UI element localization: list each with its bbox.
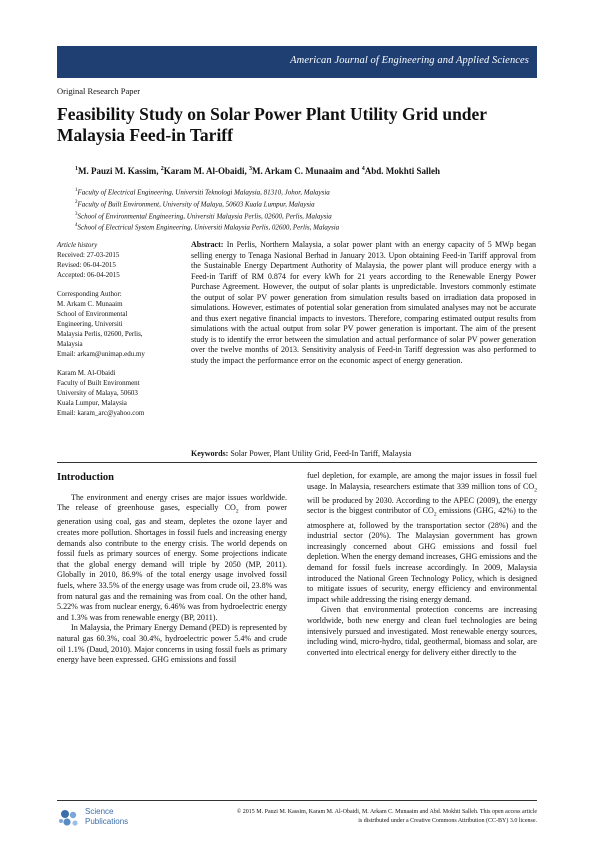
keywords bbox=[191, 449, 536, 460]
author-sup: 4 bbox=[361, 166, 365, 172]
affiliation bbox=[75, 198, 545, 210]
affiliation bbox=[75, 186, 545, 198]
journal-name: American Journal of Engineering and Applied Sciences bbox=[290, 55, 529, 66]
paragraph bbox=[307, 471, 537, 605]
paragraph-text: The environment and energy crises are major issues worldwide. The release of greenhouse gases, especially CO bbox=[57, 492, 287, 513]
author-name: Karam M. Al-Obaidi, bbox=[163, 166, 249, 176]
subscript: 2 bbox=[433, 512, 437, 518]
publisher-name bbox=[85, 807, 128, 827]
author-sup: 3 bbox=[249, 166, 252, 172]
paragraph bbox=[57, 493, 287, 624]
affiliation bbox=[75, 221, 545, 233]
corresponding-line: Malaysia bbox=[57, 340, 83, 348]
subscript: 2 bbox=[235, 508, 239, 515]
section-heading: Introduction bbox=[57, 472, 114, 483]
body-column-left bbox=[57, 471, 287, 666]
abstract bbox=[191, 240, 536, 366]
author-sup: 1 bbox=[75, 166, 78, 172]
second-author-line: Kuala Lumpur, Malaysia bbox=[57, 399, 127, 407]
accepted-date: Accepted: 06-04-2015 bbox=[57, 271, 120, 279]
keywords-label: Keywords: bbox=[191, 449, 229, 458]
article-history-label: Article history bbox=[57, 241, 98, 249]
publisher-logo bbox=[57, 806, 147, 832]
affiliation-sup: 3 bbox=[75, 211, 78, 217]
subscript: 2 bbox=[534, 487, 537, 494]
science-publications-icon bbox=[57, 806, 81, 830]
section-divider bbox=[57, 462, 537, 463]
footer-divider bbox=[57, 800, 537, 801]
author-list bbox=[75, 166, 545, 176]
author-name: Abd. Mokhti Salleh bbox=[364, 166, 441, 176]
affiliation-sup: 2 bbox=[75, 199, 78, 205]
affiliation-sup: 4 bbox=[75, 223, 78, 229]
corresponding-label: Corresponding Author: bbox=[57, 290, 122, 298]
received-date: Received: 27-03-2015 bbox=[57, 251, 120, 259]
keywords-text: Solar Power, Plant Utility Grid, Feed-In Tariff, Malaysia bbox=[230, 449, 412, 458]
affiliation-sup: 1 bbox=[75, 188, 78, 193]
abstract-text: In Perlis, Northern Malaysia, a solar power plant with an energy capacity of 5 MWp began selling energy to Tenaga Nasional Berhad in January 2013. Upon obtaining Feed-in Tariff approval from the Sustainable Energy Department Authority of Malaysia, the power plant will produce energy with a Feed-in Tariff of RM 0.874 for every kWh for 21 years according to the Renewable Energy Power Purchase Agreement. However, the output of solar plants is unpredictable. Investors commonly estimate the output of solar PV power generation from simulation results based on irradiation data proposed in simulations. However, estimates of potential solar generation from simulated analyses may not be accurate and thus exert negative financial impacts to investors. Therefore, comparing estimated output results from simulations with the actual output from solar PV power generation is important. The aim of the present study is to identify the error between the simulation and actual performance of solar PV power generation over the twelve months of 2013. Sensitivity analysis of Feed-in Tariff degression was also performed to study the impact the performance error on the economic aspect of energy generation. bbox=[191, 240, 537, 365]
corresponding-email: Email: arkam@unimap.edu.my bbox=[57, 350, 145, 358]
corresponding-line: Engineering, Universiti bbox=[57, 320, 123, 328]
second-author-email: Email: karam_arc@yahoo.com bbox=[57, 409, 145, 417]
paragraph: In Malaysia, the Primary Energy Demand (PED) is represented by natural gas 60.3%, coal 30.4%, hydroelectric power 5.4% and crude oil 1.1% (Daud, 2010). Major concerns in using fossil fuels as primary energy have been expressed. GHG emissions and fossil bbox=[57, 623, 287, 665]
affiliation bbox=[75, 210, 545, 222]
publisher-line: Science bbox=[85, 807, 114, 816]
paragraph: Given that environmental protection concerns are increasing worldwide, both new energy and clean fuel technologies are being intensively pursued and investigated. Most renewable energy sources, including wind, micro-hydro, tidal, geothermal, biomass and solar, are converted into electrical energy for delivery either directly to the bbox=[307, 605, 537, 657]
copyright-notice bbox=[150, 808, 537, 825]
paragraph-text: fuel depletion, for example, are among the major issues in fossil fuel usage. In Malaysia, researchers estimate that 339 million tons of CO bbox=[307, 471, 537, 491]
revised-date: Revised: 06-04-2015 bbox=[57, 261, 116, 269]
paper-type: Original Research Paper bbox=[57, 86, 141, 96]
paragraph-text: from power generation using coal, gas and steam, depletes the ozone layer and creates more pollution. Shortages in fossil fuels and increasing energy demands also contribute to the energy crisis. The world depends on fossil fuels as primary sources of energy. Some projections indicate that the global energy demand will triple by 2050 (MP, 2011). Globally in 2010, 86.9% of the total energy usage involved fossil fuels, where 33.5% of the energy usage was from crude oil, 23.8% was from natural gas and the remaining was from coal. On the other hand, 5.22% was from nuclear energy, 6.46% was from hydroelectric energy and 1.3% was from renewable energy (BP, 2011). bbox=[57, 503, 288, 622]
author-name: M. Arkam C. Munaaim and bbox=[252, 166, 362, 176]
journal-banner bbox=[57, 46, 537, 78]
publisher-line: Publications bbox=[85, 817, 129, 826]
corresponding-line: M. Arkam C. Munaaim bbox=[57, 300, 123, 308]
author-sup: 2 bbox=[160, 166, 164, 172]
second-author-line: University of Malaya, 50603 bbox=[57, 389, 138, 397]
copyright-line: is distributed under a Creative Commons Attribution (CC-BY) 3.0 license. bbox=[358, 817, 537, 824]
second-author-line: Faculty of Built Environment bbox=[57, 379, 140, 387]
affiliation-list bbox=[75, 186, 545, 233]
corresponding-line: School of Environmental bbox=[57, 310, 128, 318]
copyright-line: © 2015 M. Pauzi M. Kassim, Karam M. Al-Obaidi, M. Arkam C. Munaaim and Abd. Mokhti Salleh. This open access article bbox=[236, 809, 537, 815]
paper-title: Feasibility Study on Solar Power Plant Utility Grid under Malaysia Feed-in Tariff bbox=[57, 104, 487, 145]
second-author-line: Karam M. Al-Obaidi bbox=[57, 369, 116, 377]
paragraph-text: will be produced by 2030. According to the APEC (2009), the energy sector is the biggest contributor of CO bbox=[307, 495, 537, 516]
article-sidebar bbox=[57, 240, 177, 418]
author-name: M. Pauzi M. Kassim, bbox=[78, 166, 161, 176]
abstract-label: Abstract: bbox=[191, 240, 224, 249]
paragraph-text: emissions (GHG, 42%) to the atmosphere at, followed by the transportation sector (28%) and the industrial sector (20%). The Malaysian government has grown increasingly concerned about GHG emissions and fossil fuel depletion. When the energy demand increases, GHG emissions and the demand for fossil fuels increase accordingly. In 2009, Malaysia introduced the National Green Technology Policy, which is designed to mitigate issues of security, energy efficiency and environmental impact while addressing the rising energy demand. bbox=[307, 506, 537, 604]
corresponding-line: Malaysia Perlis, 02600, Perlis, bbox=[57, 330, 143, 338]
affiliation-text: School of Electrical System Engineering, Universiti Malaysia Perlis, 02600, Perlis, Malaysia bbox=[77, 223, 340, 232]
affiliation-text: Faculty of Electrical Engineering, Universiti Teknologi Malaysia, 81310, Johor, Malaysia bbox=[77, 188, 330, 197]
affiliation-text: School of Environmental Engineering, Universiti Malaysia Perlis, 02600, Perlis, Malaysia bbox=[77, 211, 332, 220]
body-column-right bbox=[307, 471, 537, 658]
affiliation-text: Faculty of Built Environment, University of Malaya, 50603 Kuala Lumpur, Malaysia bbox=[77, 200, 315, 209]
